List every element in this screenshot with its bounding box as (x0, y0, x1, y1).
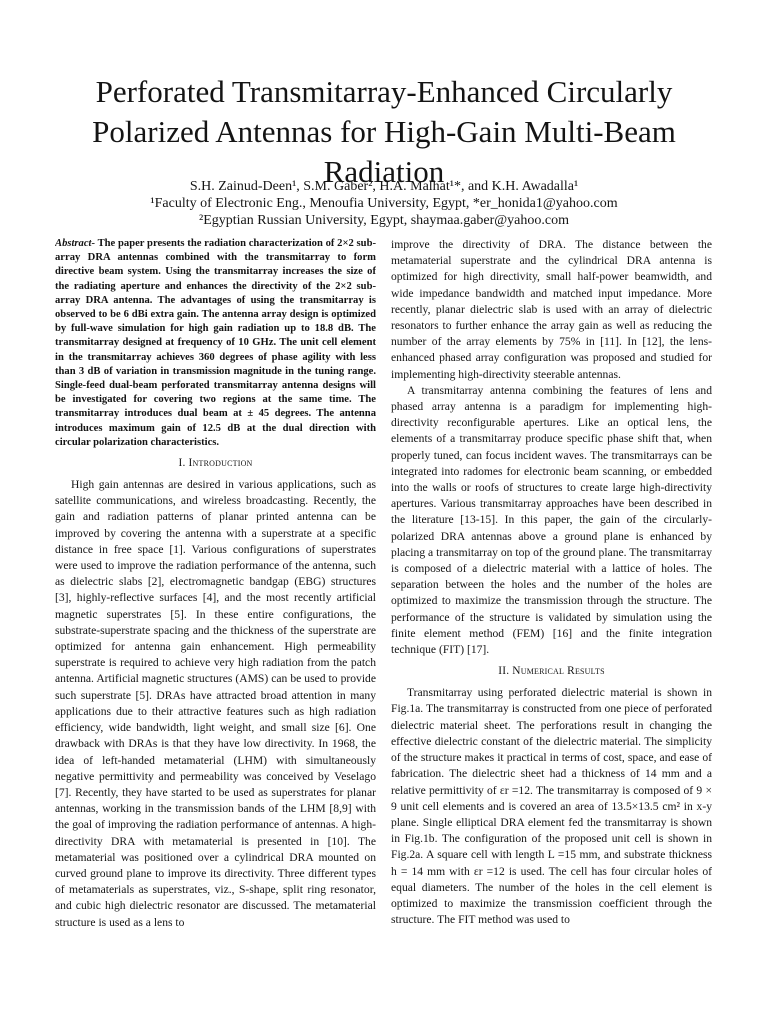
section-heading-numerical-results: II. Numerical Results (498, 665, 605, 678)
section-heading-introduction: I. Introduction (178, 457, 253, 470)
abstract (55, 237, 376, 450)
affiliation-2: ²Egyptian Russian University, Egypt, shaymaa.gaber@yahoo.com (199, 213, 569, 228)
title-line: Perforated Transmitarray-Enhanced Circularly (95, 74, 673, 109)
body-paragraph: improve the directivity of DRA. The distance between the metamaterial superstrate and the cylindrical DRA antenna is optimized for high directivity, small half-power beamwidth, and wide impedance bandwidth and matched input impedance. More recently, planar dielectric slab is used with an array of dielectric resonators to further enhance the array gain as well as reducing the number of the array elements by 75% in [11]. In [12], the lens-enhanced phased array configuration was proposed and studied for implementing high-directivity steerable antennas. (391, 238, 712, 381)
author-block (60, 178, 708, 229)
affiliation-1: ¹Faculty of Electronic Eng., Menoufia University, Egypt, *er_honida1@yahoo.com (150, 196, 618, 211)
body-paragraph: A transmitarray antenna combining the features of lens and phased array antenna is a paradigm for implementing high-directivity reconfigurable apertures. Like an optical lens, the elements of a transmitarray produce specific phase shift that, when properly tuned, can focus incident waves. The transmitarrays can be integrated into radomes for electronic beam scanning, or embedded into the walls or roofs of structures to create large high-directivity apertures. Various transmitarray approaches have been described in the literature [13-15]. In this paper, the gain of the circularly-polarized DRA antennas above a ground plane is enhanced by placing a transmitarray on top of the ground plane. The transmitarray is composed of a dielectric material with a lattice of holes. The separation between the holes and the number of the holes are optimized to maximize the transmission through the structure. The performance of the structure is validated by simulation using the finite element method (FEM) [16] and the finite integration technique (FIT) [17]. (391, 383, 712, 657)
author-names: S.H. Zainud-Deen¹, S.M. Gaber², H.A. Malhat¹*, and K.H. Awadalla¹ (189, 179, 579, 194)
title-line: Radiation (323, 154, 445, 189)
body-paragraph: Transmitarray using perforated dielectric material is shown in Fig.1a. The transmitarray is constructed from one piece of perforated dielectric material sheet. The perforations result in changing the effective dielectric constant of the dielectric material. The simplicity of the structure makes it practical in terms of cost, space, and ease of fabrication. The dielectric sheet had a thickness of 14 mm and a relative permittivity of εr =12. The transmitarray is composed of 9 × 9 unit cell elements and is covered an area of 13.5×13.5 cm² in x-y plane. Single elliptical DRA element fed the transmitarray is shown in Fig.1b. The configuration of the proposed unit cell is shown in Fig.2a. A square cell with length L =15 mm, and substrate thickness h = 14 mm with εr =12 is used. The cell has four circular holes of equal diameters. The number of the holes in the cell element is optimized to maximize the transmission coefficient through the structure. The FIT method was used to (391, 686, 712, 927)
paper-title (60, 72, 708, 192)
abstract-lead: Abstract- (55, 238, 96, 249)
left-column (55, 237, 376, 1017)
abstract-text: The paper presents the radiation characterization of 2×2 sub-array DRA antennas combined with the transmitarray to form directive beam system. Using the transmitarray increases the size of the radiating aperture and enhances the directivity of the 2×2 sub-array DRA antenna. The advantages of using the transmitarray is observed to be 6 dBi extra gain. The antenna array design is optimized by full-wave simulation for high gain radiation up to 18.8 dB. The transmitarray designed at frequency of 10 GHz. The unit cell element in the transmitarray achieves 360 degrees of phase agility with less than 3 dB of variation in transmission magnitude in the tuning range. Single-feed dual-beam perforated transmitarray antenna designs will be investigated for covering two regions at the same time. The transmitarray introduces dual beam at ± 45 degrees. The antenna introduces maximum gain of 12.5 dB at the dual direction with circular polarization characteristics. (55, 238, 376, 448)
title-line: Polarized Antennas for High-Gain Multi-Beam (92, 114, 676, 149)
body-paragraph: High gain antennas are desired in various applications, such as satellite communications, and wireless broadcasting. Recently, the gain and radiation patterns of planar printed antenna can be improved by covering the antenna with a superstrate at a specific distance in free space [1]. Various configurations of superstrates were used to improve the radiation performance of the antenna, such as dielectric slabs [2], electromagnetic bandgap (EBG) structures [3], highly-reflective surfaces [4], and the most recently artificial magnetic superstrates [5]. In these entire configurations, the substrate-superstrate spacing and the thickness of the superstrate are optimized for antenna gain enhancement. High permeability superstrate is required to achieve very high radiation from the patch antenna. Artificial magnetic structures (AMS) can be used to provide such superstrate [5]. DRAs have attracted broad attention in many applications due to their attractive features such as high radiation efficiency, wide bandwidth, light weight, and small size [6]. One drawback with DRAs is that they have low directivity. In 1968, the idea of left-handed metamaterial (LHM) with simultaneously negative permittivity and permeability was conceived by Veselago [7]. Recently, they have started to be used as superstrates for planar antennas, working in the transmission bands of the LHM [8,9] with the goal of improving the radiation performance of antennas. A high-directivity DRA with metamaterial is presented in [10]. The metamaterial was positioned over a cylindrical DRA mounted on curved ground plane to improve its directivity. Three different types of metamaterials as superstrates, viz., S-shape, split ring resonator, and cubic high dielectric resonator are discussed. The metamaterial structure is used as a lens to (55, 478, 376, 929)
right-column (391, 237, 712, 1022)
